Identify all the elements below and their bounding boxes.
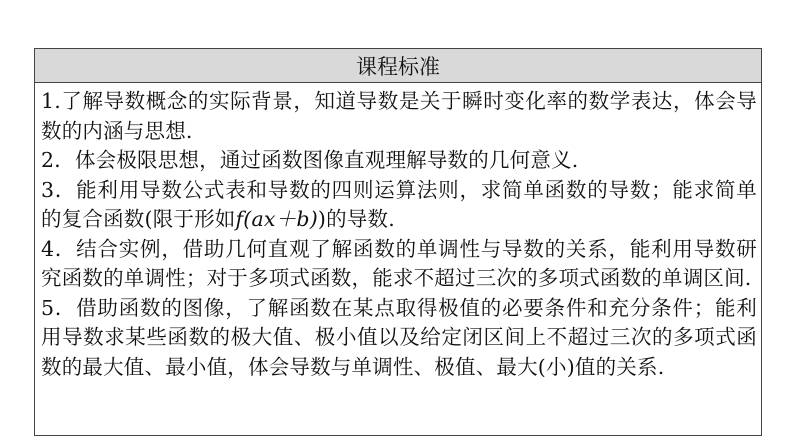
standard-item-5	[41, 294, 757, 383]
composite-function-formula: f(ax＋b)	[235, 207, 318, 231]
standard-item-2-text: 2．体会极限思想，通过函数图像直观理解导数的几何意义.	[41, 148, 579, 172]
standard-item-3-text-before: 3．能利用导数公式表和导数的四则运算法则，求简单函数的导数；能求简单的复合函数(限于形如	[41, 177, 757, 231]
standard-item-4-text: 4．结合实例，借助几何直观了解函数的单调性与导数的关系，能利用导数研究函数的单调性；对于多项式函数，能求不超过三次的多项式函数的单调区间.	[41, 236, 757, 290]
table-content	[35, 83, 761, 382]
standard-item-2	[41, 146, 757, 176]
standard-item-1	[41, 87, 757, 146]
standard-item-3	[41, 176, 757, 235]
standard-item-1-text: 1.了解导数概念的实际背景，知道导数是关于瞬时变化率的数学表达，体会导数的内涵与思想.	[41, 89, 757, 143]
curriculum-standard-table	[34, 48, 762, 436]
standard-item-3-text-after: )的导数.	[317, 207, 395, 231]
standard-item-4	[41, 235, 757, 294]
table-header	[35, 49, 761, 83]
table-title: 课程标准	[356, 54, 440, 79]
standard-item-5-text: 5．借助函数的图像，了解函数在某点取得极值的必要条件和充分条件；能利用导数求某些函数的极大值、极小值以及给定闭区间上不超过三次的多项式函数的最大值、最小值，体会导数与单调性、极值、最大(小)值的关系.	[41, 295, 757, 379]
